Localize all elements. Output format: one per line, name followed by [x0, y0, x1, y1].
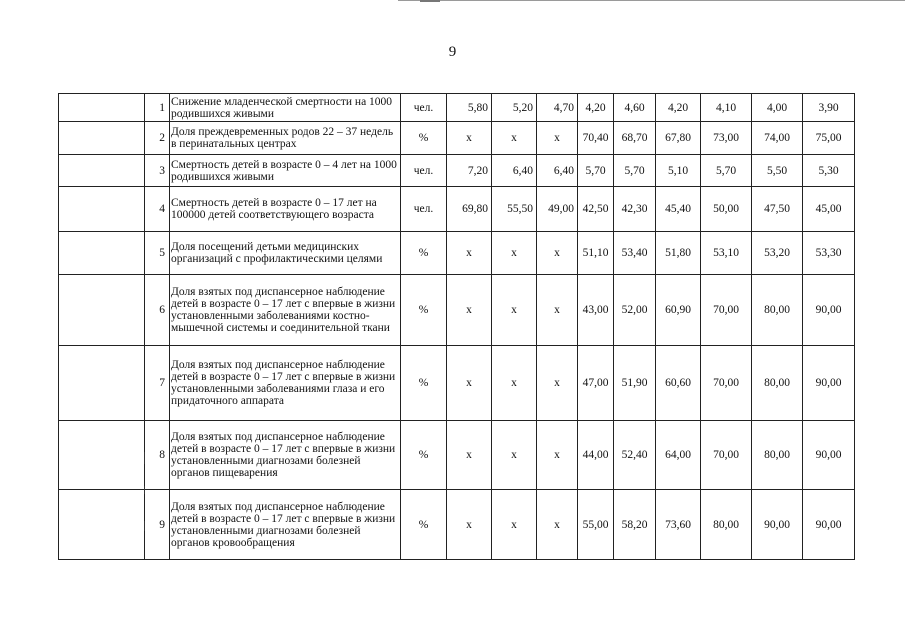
- value-cell: 51,80: [656, 232, 701, 275]
- value-cell: х: [537, 346, 578, 421]
- table-row: [59, 275, 855, 346]
- blank-cell: [59, 421, 145, 490]
- row-number: 2: [145, 122, 170, 155]
- value-cell: 52,40: [614, 421, 656, 490]
- indicator-name: Доля взятых под диспансерное наблюдение детей в возрасте 0 – 17 лет с впервые в жизни установленными диагнозами болезней органов пищеварения: [170, 421, 401, 490]
- value-cell: 73,00: [701, 122, 752, 155]
- value-cell: 4,60: [614, 94, 656, 122]
- row-number: 6: [145, 275, 170, 346]
- value-cell: 73,60: [656, 490, 701, 560]
- value-cell: х: [537, 232, 578, 275]
- value-cell: х: [447, 232, 492, 275]
- unit-cell: чел.: [401, 187, 447, 232]
- value-cell: 60,90: [656, 275, 701, 346]
- value-cell: х: [492, 421, 537, 490]
- value-cell: 6,40: [492, 155, 537, 187]
- value-cell: 43,00: [578, 275, 614, 346]
- value-cell: 70,00: [701, 346, 752, 421]
- value-cell: 70,00: [701, 275, 752, 346]
- blank-cell: [59, 346, 145, 421]
- table-body: [59, 94, 855, 560]
- indicator-name: Доля взятых под диспансерное наблюдение детей в возрасте 0 – 17 лет с впервые в жизни установленными заболеваниями глаза и его придаточного аппарата: [170, 346, 401, 421]
- blank-cell: [59, 122, 145, 155]
- unit-cell: %: [401, 275, 447, 346]
- unit-cell: %: [401, 490, 447, 560]
- value-cell: х: [537, 490, 578, 560]
- indicator-name: Смертность детей в возрасте 0 – 17 лет на 100000 детей соответствующего возраста: [170, 187, 401, 232]
- value-cell: 5,70: [614, 155, 656, 187]
- row-number: 8: [145, 421, 170, 490]
- value-cell: 52,00: [614, 275, 656, 346]
- value-cell: 90,00: [803, 275, 855, 346]
- unit-cell: %: [401, 232, 447, 275]
- top-rule-mark: [420, 0, 440, 2]
- value-cell: 90,00: [803, 346, 855, 421]
- value-cell: 7,20: [447, 155, 492, 187]
- margin-tick: [144, 452, 145, 464]
- blank-cell: [59, 187, 145, 232]
- indicator-name: Смертность детей в возрасте 0 – 4 лет на 1000 родившихся живыми: [170, 155, 401, 187]
- value-cell: 67,80: [656, 122, 701, 155]
- unit-cell: чел.: [401, 155, 447, 187]
- unit-cell: чел.: [401, 94, 447, 122]
- value-cell: 51,90: [614, 346, 656, 421]
- value-cell: 4,20: [578, 94, 614, 122]
- value-cell: 4,70: [537, 94, 578, 122]
- value-cell: 64,00: [656, 421, 701, 490]
- value-cell: 80,00: [752, 421, 803, 490]
- value-cell: 5,70: [578, 155, 614, 187]
- row-number: 4: [145, 187, 170, 232]
- table-row: [59, 421, 855, 490]
- value-cell: х: [447, 490, 492, 560]
- value-cell: 90,00: [803, 421, 855, 490]
- top-rule: [398, 0, 905, 1]
- unit-cell: %: [401, 421, 447, 490]
- value-cell: 5,20: [492, 94, 537, 122]
- value-cell: 45,40: [656, 187, 701, 232]
- value-cell: 47,00: [578, 346, 614, 421]
- table-row: [59, 155, 855, 187]
- value-cell: 5,30: [803, 155, 855, 187]
- value-cell: 44,00: [578, 421, 614, 490]
- value-cell: 55,00: [578, 490, 614, 560]
- row-number: 9: [145, 490, 170, 560]
- value-cell: 55,50: [492, 187, 537, 232]
- indicator-name: Доля преждевременных родов 22 – 37 недель в перинатальных центрах: [170, 122, 401, 155]
- value-cell: 50,00: [701, 187, 752, 232]
- table-row: [59, 346, 855, 421]
- value-cell: 47,50: [752, 187, 803, 232]
- value-cell: 68,70: [614, 122, 656, 155]
- indicator-name: Снижение младенческой смертности на 1000 родившихся живыми: [170, 94, 401, 122]
- value-cell: 60,60: [656, 346, 701, 421]
- value-cell: х: [447, 346, 492, 421]
- blank-cell: [59, 490, 145, 560]
- table-row: [59, 94, 855, 122]
- value-cell: х: [492, 346, 537, 421]
- value-cell: 75,00: [803, 122, 855, 155]
- indicator-name: Доля взятых под диспансерное наблюдение детей в возрасте 0 – 17 лет с впервые в жизни установленными заболеваниями костно-мышечной системы и соединительной ткани: [170, 275, 401, 346]
- value-cell: 74,00: [752, 122, 803, 155]
- value-cell: 80,00: [752, 346, 803, 421]
- value-cell: 51,10: [578, 232, 614, 275]
- value-cell: 42,30: [614, 187, 656, 232]
- value-cell: х: [447, 421, 492, 490]
- value-cell: 4,10: [701, 94, 752, 122]
- value-cell: 90,00: [803, 490, 855, 560]
- row-number: 5: [145, 232, 170, 275]
- value-cell: 5,50: [752, 155, 803, 187]
- value-cell: х: [492, 490, 537, 560]
- blank-cell: [59, 275, 145, 346]
- table-row: [59, 187, 855, 232]
- value-cell: х: [537, 275, 578, 346]
- value-cell: 90,00: [752, 490, 803, 560]
- row-number: 7: [145, 346, 170, 421]
- value-cell: 3,90: [803, 94, 855, 122]
- value-cell: 6,40: [537, 155, 578, 187]
- row-number: 3: [145, 155, 170, 187]
- value-cell: 42,50: [578, 187, 614, 232]
- value-cell: 53,30: [803, 232, 855, 275]
- value-cell: 45,00: [803, 187, 855, 232]
- value-cell: 5,80: [447, 94, 492, 122]
- value-cell: 70,00: [701, 421, 752, 490]
- value-cell: 4,00: [752, 94, 803, 122]
- value-cell: 53,40: [614, 232, 656, 275]
- value-cell: 49,00: [537, 187, 578, 232]
- value-cell: х: [447, 275, 492, 346]
- indicator-name: Доля посещений детьми медицинских организаций с профилактическими целями: [170, 232, 401, 275]
- value-cell: х: [447, 122, 492, 155]
- value-cell: х: [492, 232, 537, 275]
- value-cell: 80,00: [752, 275, 803, 346]
- row-number: 1: [145, 94, 170, 122]
- value-cell: 58,20: [614, 490, 656, 560]
- indicators-table: [58, 93, 855, 560]
- table-row: [59, 490, 855, 560]
- page-number: 9: [448, 44, 457, 60]
- value-cell: 80,00: [701, 490, 752, 560]
- value-cell: х: [492, 275, 537, 346]
- blank-cell: [59, 232, 145, 275]
- indicator-name: Доля взятых под диспансерное наблюдение детей в возрасте 0 – 17 лет с впервые в жизни установленными диагнозами болезней органов кровообращения: [170, 490, 401, 560]
- blank-cell: [59, 155, 145, 187]
- unit-cell: %: [401, 122, 447, 155]
- value-cell: 5,70: [701, 155, 752, 187]
- value-cell: х: [492, 122, 537, 155]
- margin-tick: [144, 486, 145, 494]
- value-cell: 4,20: [656, 94, 701, 122]
- value-cell: 53,20: [752, 232, 803, 275]
- value-cell: 53,10: [701, 232, 752, 275]
- table-row: [59, 232, 855, 275]
- blank-cell: [59, 94, 145, 122]
- value-cell: х: [537, 421, 578, 490]
- value-cell: х: [537, 122, 578, 155]
- table-row: [59, 122, 855, 155]
- margin-tick: [144, 521, 145, 531]
- value-cell: 70,40: [578, 122, 614, 155]
- value-cell: 5,10: [656, 155, 701, 187]
- value-cell: 69,80: [447, 187, 492, 232]
- unit-cell: %: [401, 346, 447, 421]
